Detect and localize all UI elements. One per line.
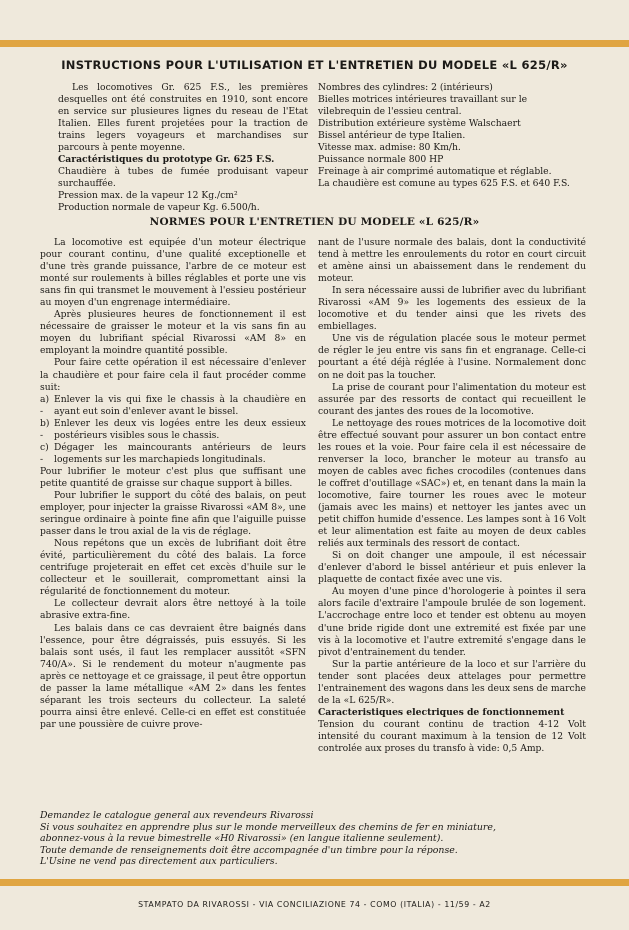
paragraph: Puissance normale 800 HP [318,154,444,166]
paragraph: Pour faire cette opération il est nécessaire d'enlever la chaudière et pour faire cela il faut procéder comme suit: [40,357,306,393]
paragraph: Le collecteur devrait alors être nettoyé à la toile abrasive extra-fine. [40,598,306,622]
paragraph: La chaudière est comune au types 625 F.S. et 640 F.S. [318,178,570,190]
top-orange-rule [0,40,629,47]
paragraph: Freinage à air comprimé automatique et réglable. [318,166,552,178]
paragraph: Vitesse max. admise: 80 Km/h. [318,142,461,154]
imprint-line: STAMPATO DA RIVAROSSI - VIA CONCILIAZIONE 74 - COMO (ITALIA) - 11/59 - A2 [138,900,491,909]
footer-line: Si vous souhaitez en apprendre plus sur le monde merveilleux des chemins de fer en miniature, [40,821,496,833]
list-item-text: Enlever les deux vis logées entre les deux essieux postérieurs visibles sous le chassis. [54,417,306,441]
paragraph: Les balais dans ce cas devraient être baignés dans l'essence, pour être dégraissés, puis essuyés. Si les balais sont usés, il faut les remplacer aussitôt «SFN 740/A». Si le rendement du moteur n'augmente pas après ce nettoyage et ce graissage, il peut être opportun de passer la lame métallique «AM 2» dans les fentes séparant les trois secteurs du collecteur. La saleté pourra ainsi être enlevé. Celle-ci en effet est constituée par une poussière de cuivre prove- [40,622,306,730]
paragraph: La prise de courant pour l'alimentation du moteur est assurée par des ressorts de contact qui recueillent le courant des jantes des roues de la locomotive. [318,381,586,417]
footer-line: Demandez le catalogue general aux revendeurs Rivarossi [40,810,314,821]
paragraph: Les locomotives Gr. 625 F.S., les premières desquelles ont été construites en 1910, sont encore en service sur plusieures lignes du reseau de l'Etat Italien. Elles furent projetées pour la traction de trains legers voyageurs et marchandises sur parcours à pente moyenne. [58,82,308,154]
paragraph: Au moyen d'une pince d'horologerie à pointes il sera alors facile d'extraire l'ampoule brulée de son logement. L'accrochage entre loco et tender est obtenu au moyen d'une bride rigide dont une extremité est fixée par une vis à la locomotive et l'autre extremité s'engage dans le pivot d'entrainement du tender. [318,586,586,658]
page-title: INSTRUCTIONS POUR L'UTILISATION ET L'ENTRETIEN DU MODELE «L 625/R» [61,58,568,72]
paragraph: Nombres des cylindres: 2 (intérieurs) [318,82,493,93]
list-marker: a) - [40,393,50,417]
paragraph: nant de l'usure normale des balais, dont la conductivité tend à mettre les enroulements du rotor en court circuit et amène ainsi un abaissement dans le rendement du moteur. [318,237,586,285]
intro-left-column [58,82,308,215]
paragraph: Distribution extérieure système Walschaert [318,118,521,130]
paragraph: Pour lubrifier le support du côté des balais, on peut employer, pour injecter la graisse Rivarossi «AM 8», une seringue ordinaire à pointe fine afin que l'aiguille puisse passer dans le trou axial de la vis de réglage. [40,489,306,538]
subheading: Caracteristiques electriques de fonctionnement [318,706,565,718]
list-item-text: Enlever la vis qui fixe le chassis à la chaudière en ayant eut soin d'enlever avant le bissel. [54,393,306,417]
list-item [40,394,306,418]
list-item-text: Dégager les maincourants antérieurs de leurs logements sur les marchapieds longitudinals. [54,441,306,465]
paragraph: Chaudière à tubes de fumée produisant vapeur surchauffée. [58,166,308,190]
paragraph: In sera nécessaire aussi de lubrifier avec du lubrifiant Rivarossi «AM 9» les logements des essieux de la locomotive et du tender ainsi que les rivets des embiellages. [318,285,586,333]
paragraph: Après plusieures heures de fonctionnement il est nécessaire de graisser le moteur et la vis sans fin au moyen du lubrifiant spécial Rivarossi «AM 8» en employant la moindre quantité possible. [40,309,306,357]
paragraph: Une vis de régulation placée sous le moteur permet de régler le jeu entre vis sans fin et engranage. Celle-ci pourtant a été déjà réglée à l'usine. Normalement donc on ne doit pas la toucher. [318,333,586,381]
list-marker: c) - [40,441,49,465]
footer-line: abonnez-vous à la revue bimestrelle «H0 Rivarossi» (en langue italienne seulement). [40,833,444,845]
paragraph: Production normale de vapeur Kg. 6.500/h. [58,202,260,214]
body-right-column [318,237,586,755]
list-item [40,442,306,466]
intro-right-column [318,82,580,190]
paragraph: Le nettoyage des roues motrices de la locomotive doit être effectué souvant pour assurer un bon contact entre les roues et la voie. Pour faire cela il est nécessaire de renverser la loco, brancher le moteur au transfo au moyen de cables avec fiches crocodiles (contenues dans le coffret d'outillage «SAC») et, en tenant dans la main la locomotive, faire tourner les roues avec le moteur (jamais avec les mains) et nettoyer les jantes avec un petit chiffon humide d'essence. Les lampes sont à 16 Volt et leur alimentation est faite au moyen de deux cables reliés aux terminals des ressort de contact. [318,417,586,550]
paragraph: Pression max. de la vapeur 12 Kg./cm² [58,190,238,202]
list-item [40,418,306,442]
list-marker: b) - [40,417,50,441]
paragraph: Bielles motrices intérieures travaillant sur le vilebrequin de l'essieu central. [318,94,528,118]
footer-line: Toute demande de renseignements doit être accompagnée d'un timbre pour la réponse. [40,844,458,856]
footer-line: L'Usine ne vend pas directement aux particuliers. [40,856,278,868]
paragraph: Tension du courant continu de traction 4-12 Volt intensité du courant maximum à la tension de 12 Volt controlée aux proses du transfo à vide: 0,5 Amp. [318,718,586,754]
section-title: NORMES POUR L'ENTRETIEN DU MODELE «L 625/R» [149,216,480,228]
subheading: Caractéristiques du prototype Gr. 625 F.S. [58,154,275,166]
paragraph: Nous repétons que un excès de lubrifiant doit être évité, particulièrement du côté des balais. La force centrifuge projeterait en effet cet excès d'huile sur le collecteur et le souillerait, compromettant ainsi la régularité de fonctionnement du moteur. [40,538,306,598]
footer-notice [40,810,600,868]
body-left-column [40,237,306,731]
bottom-orange-rule [0,879,629,886]
paragraph: Bissel antérieur de type Italien. [318,130,466,142]
paragraph: Sur la partie antérieure de la loco et sur l'arrière du tender sont placées deux attelages pour permettre l'entrainement des wagons dans les deux sens de marche de la «L 625/R». [318,658,586,706]
paragraph: Si on doit changer une ampoule, il est nécessair d'enlever d'abord le bissel antérieur et puis enlever la plaquette de contact fixée avec une vis. [318,550,586,586]
paragraph: Pour lubrifier le moteur c'est plus que suffisant une petite quantité de graisse sur chaque support à billes. [40,465,306,489]
paragraph: La locomotive est equipée d'un moteur électrique pour courant continu, d'une qualité exceptionelle et d'une très grande puissance, l'arbre de ce moteur est monté sur roulements à billes réglables et porte une vis sans fin qui transmet le mouvement à l'essieu postérieur au moyen d'un engrenage intermédiaire. [40,237,306,309]
